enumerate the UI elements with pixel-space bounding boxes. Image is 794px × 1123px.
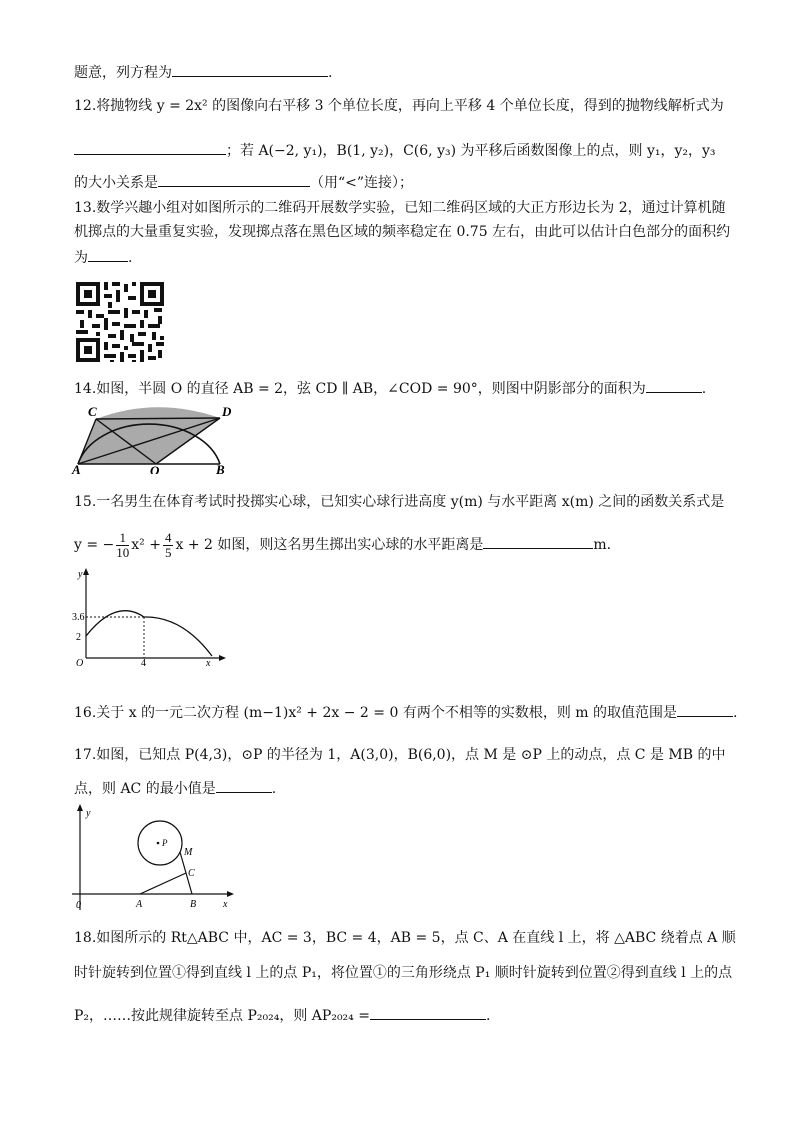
x-axis-arrow bbox=[219, 655, 226, 661]
qr-finder-top-left bbox=[76, 282, 100, 306]
answer-blank-13[interactable] bbox=[88, 247, 128, 262]
q13-line1: 13.数学兴趣小组对如图所示的二维码开展数学实验，已知二维码区域的大正方形边长为 2，通过计算机随 bbox=[74, 200, 726, 216]
chord-CD bbox=[96, 418, 220, 419]
answer-blank-11[interactable] bbox=[172, 62, 328, 77]
answer-blank-16[interactable] bbox=[677, 702, 733, 717]
q17-line2: 点，则 AC 的最小值是 . bbox=[74, 778, 276, 799]
label-A: A bbox=[72, 462, 81, 474]
answer-blank-14[interactable] bbox=[646, 378, 702, 393]
answer-blank-12b[interactable] bbox=[158, 172, 310, 187]
label-D: D bbox=[222, 404, 232, 419]
label-P: P bbox=[162, 838, 168, 848]
q15-line1: 15.一名男生在体育考试时投掷实心球，已知实心球行进高度 y(m) 与水平距离 x(m) 之间的函数关系式是 bbox=[74, 494, 725, 510]
label-B: B bbox=[216, 462, 225, 474]
x-axis-arrow bbox=[227, 891, 234, 897]
answer-blank-12a[interactable] bbox=[74, 140, 226, 155]
label-B: B bbox=[190, 899, 197, 910]
q15-parabola-graph bbox=[72, 566, 232, 666]
qr-finder-top-right bbox=[140, 282, 164, 306]
fraction-4-5: $\frac{4}{5}$ bbox=[164, 529, 172, 560]
q17-circle-figure bbox=[72, 802, 242, 916]
point-P bbox=[157, 842, 160, 845]
q13-line3: 为 . bbox=[74, 247, 132, 268]
fraction-1-10: $\frac{1}{10}$ bbox=[116, 529, 130, 560]
circle-P bbox=[138, 821, 182, 865]
y-axis-arrow bbox=[77, 804, 83, 811]
segment-AC bbox=[140, 873, 186, 894]
answer-blank-15[interactable] bbox=[483, 534, 593, 549]
label-y: y bbox=[86, 808, 91, 819]
label-x: x bbox=[206, 658, 211, 666]
label-A: A bbox=[136, 899, 143, 910]
label-2: 2 bbox=[76, 632, 81, 643]
label-C: C bbox=[188, 868, 195, 879]
label-origin: O bbox=[76, 658, 84, 666]
q18-line3: P₂，……按此规律旋转至点 P₂₀₂₄，则 AP₂₀₂₄ = . bbox=[74, 1005, 490, 1026]
qr-code-image bbox=[74, 280, 166, 364]
q18-line2: 时针旋转到位置①得到直线 l 上的点 P₁，将位置①的三角形绕点 P₁ 顺时针旋转到位置②得到直线 l 上的点 bbox=[74, 965, 733, 981]
label-C: C bbox=[88, 404, 97, 419]
label-x: x bbox=[223, 899, 228, 910]
parabola-curve bbox=[86, 611, 212, 656]
q11-tail: 题意，列方程为 . bbox=[74, 62, 332, 83]
label-4: 4 bbox=[141, 658, 146, 666]
q14-semicircle-figure bbox=[70, 404, 240, 474]
q12-line2: ；若 A(−2, y₁)，B(1, y₂)，C(6, y₃) 为平移后函数图像上的点，则 y₁，y₂，y₃ bbox=[74, 140, 716, 161]
q18-line1: 18.如图所示的 Rt△ABC 中，AC = 3，BC = 4，AB = 5，点 C、A 在直线 l 上，将 △ABC 绕着点 A 顺 bbox=[74, 930, 736, 946]
q13-line2: 机掷点的大量重复实验，发现掷点落在黑色区域的频率稳定在 0.75 左右，由此可以估计白色部分的面积约 bbox=[74, 224, 731, 240]
q12-line1: 12.将抛物线 y = 2x² 的图像向右平移 3 个单位长度，再向上平移 4 个单位长度，得到的抛物线解析式为 bbox=[74, 98, 724, 114]
answer-blank-18[interactable] bbox=[370, 1005, 486, 1020]
qr-finder-bottom-left bbox=[76, 338, 100, 362]
label-M: M bbox=[184, 847, 193, 858]
answer-blank-17[interactable] bbox=[216, 778, 272, 793]
label-3-6: 3.6 bbox=[72, 612, 85, 623]
q17-line1: 17.如图，已知点 P(4,3)，⊙P 的半径为 1，A(3,0)，B(6,0)，点 M 是 ⊙P 上的动点，点 C 是 MB 的中 bbox=[74, 747, 726, 763]
label-origin: 0 bbox=[76, 900, 81, 911]
label-O: O bbox=[150, 463, 160, 474]
q16-line: 16.关于 x 的一元二次方程 (m−1)x² + 2x − 2 = 0 有两个不相等的实数根，则 m 的取值范围是 . bbox=[74, 702, 737, 723]
label-y: y bbox=[78, 569, 83, 580]
y-axis-arrow bbox=[83, 568, 89, 575]
q15-line2: y = − $\frac{1}{10}$ x² + $\frac{4}{5}$ x + 2 如图，则这名男生掷出实心球的水平距离是 m. bbox=[74, 529, 612, 560]
q12-line3: 的大小关系是 （用“<”连接）； bbox=[74, 172, 413, 193]
q14-line: 14.如图，半圆 O 的直径 AB = 2，弦 CD ∥ AB，∠COD = 90°，则图中阴影部分的面积为 . bbox=[74, 378, 706, 399]
